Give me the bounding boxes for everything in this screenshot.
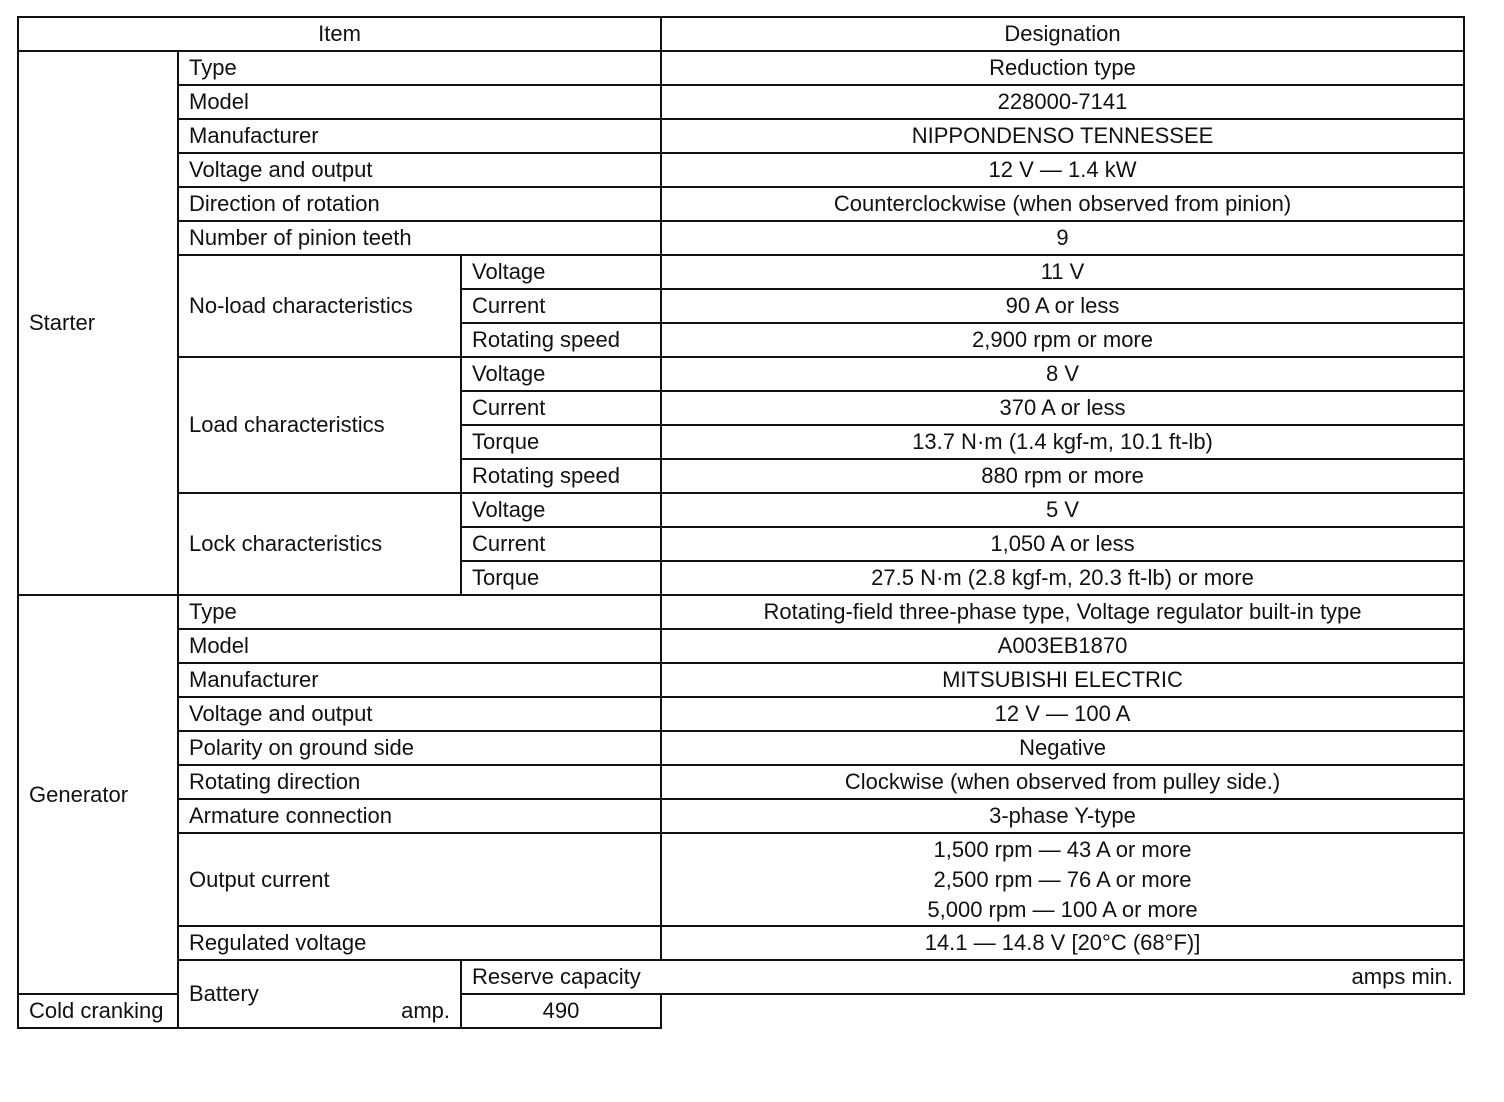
row-value: NIPPONDENSO TENNESSEE	[661, 119, 1464, 153]
row-label: Type	[178, 595, 661, 629]
table-row	[18, 926, 1464, 960]
table-row	[18, 960, 1464, 994]
row-value: A003EB1870	[661, 629, 1464, 663]
row-label: Reserve capacity	[472, 964, 641, 989]
row-value: Counterclockwise (when observed from pinion)	[661, 187, 1464, 221]
row-label: Type	[178, 51, 661, 85]
header-designation: Designation	[661, 17, 1464, 51]
table-row	[18, 663, 1464, 697]
row-label: Manufacturer	[178, 119, 661, 153]
table-row	[18, 153, 1464, 187]
output-current-line: 2,500 rpm — 76 A or more	[933, 866, 1192, 892]
table-row	[18, 629, 1464, 663]
row-label: Voltage and output	[178, 697, 661, 731]
table-row	[18, 697, 1464, 731]
group-starter: Starter	[18, 51, 178, 595]
group-battery: Battery	[178, 960, 461, 1028]
row-unit: amps min.	[1351, 964, 1454, 989]
row-label: Voltage	[461, 493, 661, 527]
row-value: Reduction type	[661, 51, 1464, 85]
row-value: Negative	[661, 731, 1464, 765]
row-label: Output current	[178, 833, 661, 926]
row-label: Rotating speed	[461, 323, 661, 357]
row-label: Current	[461, 527, 661, 561]
row-value: 2,900 rpm or more	[661, 323, 1464, 357]
row-value: MITSUBISHI ELECTRIC	[661, 663, 1464, 697]
row-label: Voltage	[461, 255, 661, 289]
row-label: Current	[461, 289, 661, 323]
row-value: 8 V	[661, 357, 1464, 391]
table-row	[18, 493, 1464, 527]
row-unit: amp.	[401, 998, 450, 1023]
table-row	[18, 731, 1464, 765]
row-value: 13.7 N·m (1.4 kgf-m, 10.1 ft-lb)	[661, 425, 1464, 459]
row-value-multiline	[661, 833, 1464, 926]
table-row	[18, 595, 1464, 629]
spec-table	[17, 16, 1465, 1029]
table-row	[18, 765, 1464, 799]
row-label: Armature connection	[178, 799, 661, 833]
row-label-with-unit	[461, 960, 1464, 994]
row-label: Manufacturer	[178, 663, 661, 697]
row-label: Voltage and output	[178, 153, 661, 187]
table-row	[18, 187, 1464, 221]
table-row	[18, 119, 1464, 153]
row-label: Current	[461, 391, 661, 425]
row-label: Number of pinion teeth	[178, 221, 661, 255]
row-value: 11 V	[661, 255, 1464, 289]
subgroup-no-load: No-load characteristics	[178, 255, 461, 357]
row-label: Regulated voltage	[178, 926, 661, 960]
subgroup-load: Load characteristics	[178, 357, 461, 493]
row-label: Direction of rotation	[178, 187, 661, 221]
row-value: 14.1 — 14.8 V [20°C (68°F)]	[661, 926, 1464, 960]
table-row	[18, 85, 1464, 119]
subgroup-lock: Lock characteristics	[178, 493, 461, 595]
row-label: Rotating speed	[461, 459, 661, 493]
table-row	[18, 221, 1464, 255]
row-label: Model	[178, 629, 661, 663]
table-row	[18, 799, 1464, 833]
row-value: 3-phase Y-type	[661, 799, 1464, 833]
row-value: 490	[461, 994, 661, 1028]
row-label: Torque	[461, 425, 661, 459]
row-label: Model	[178, 85, 661, 119]
row-label: Rotating direction	[178, 765, 661, 799]
row-value: Clockwise (when observed from pulley side.)	[661, 765, 1464, 799]
row-label: Voltage	[461, 357, 661, 391]
row-value: 12 V — 100 A	[661, 697, 1464, 731]
row-label: Cold cranking	[29, 998, 164, 1023]
group-generator: Generator	[18, 595, 178, 994]
row-value: 90 A or less	[661, 289, 1464, 323]
row-label: Torque	[461, 561, 661, 595]
table-header-row	[18, 17, 1464, 51]
row-value: 880 rpm or more	[661, 459, 1464, 493]
row-value: 27.5 N·m (2.8 kgf-m, 20.3 ft-lb) or more	[661, 561, 1464, 595]
row-label: Polarity on ground side	[178, 731, 661, 765]
header-item: Item	[18, 17, 661, 51]
table-row	[18, 51, 1464, 85]
row-value: 5 V	[661, 493, 1464, 527]
row-value: 12 V — 1.4 kW	[661, 153, 1464, 187]
row-value: 228000-7141	[661, 85, 1464, 119]
table-row	[18, 833, 1464, 926]
output-current-line: 1,500 rpm — 43 A or more	[933, 836, 1192, 862]
row-value: Rotating-field three-phase type, Voltage regulator built-in type	[661, 595, 1464, 629]
row-value: 1,050 A or less	[661, 527, 1464, 561]
output-current-line: 5,000 rpm — 100 A or more	[927, 896, 1198, 922]
table-row	[18, 357, 1464, 391]
row-value: 9	[661, 221, 1464, 255]
table-row	[18, 255, 1464, 289]
row-value: 370 A or less	[661, 391, 1464, 425]
